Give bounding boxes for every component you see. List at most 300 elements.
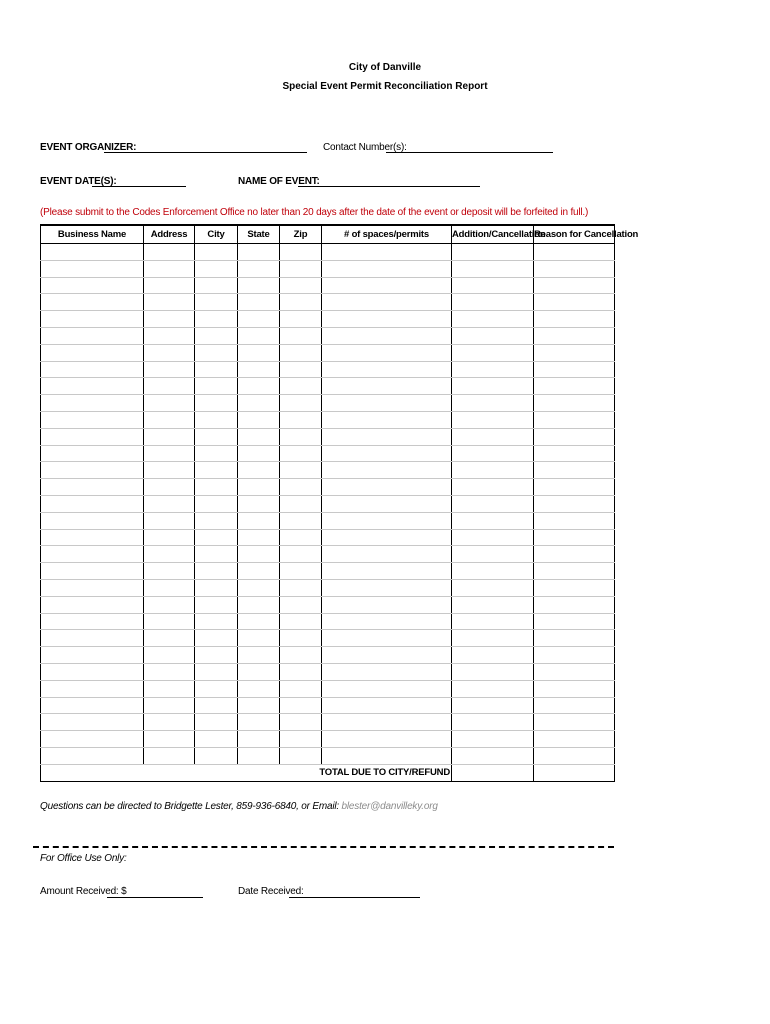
table-cell[interactable] [238,596,280,613]
table-row [41,613,615,630]
table-cell[interactable] [534,613,615,630]
table-cell[interactable] [280,630,322,647]
table-cell[interactable] [144,697,195,714]
table-cell[interactable] [144,260,195,277]
table-cell[interactable] [534,378,615,395]
table-cell[interactable] [238,445,280,462]
table-cell[interactable] [41,546,144,563]
table-row [41,529,615,546]
table-cell[interactable] [534,428,615,445]
table-cell[interactable] [144,512,195,529]
cut-line-divider [33,846,614,848]
table-cell[interactable] [452,378,534,395]
table-cell[interactable] [452,495,534,512]
table-cell[interactable] [280,663,322,680]
table-cell[interactable] [280,563,322,580]
table-cell[interactable] [322,529,452,546]
table-cell[interactable] [144,395,195,412]
amount-received-label: Amount Received: $ [40,886,127,897]
table-cell[interactable] [280,546,322,563]
table-cell[interactable] [238,697,280,714]
table-cell[interactable] [195,697,238,714]
table-cell[interactable] [534,563,615,580]
table-cell[interactable] [41,680,144,697]
table-cell[interactable] [144,546,195,563]
amount-received-field[interactable] [107,897,203,898]
contact-email-link[interactable]: blester@danvilleky.org [341,801,438,812]
table-cell[interactable] [195,596,238,613]
table-cell[interactable] [452,244,534,261]
table-cell[interactable] [534,663,615,680]
column-header-business-name: Business Name [41,225,144,244]
table-cell[interactable] [195,563,238,580]
table-cell[interactable] [195,546,238,563]
table-cell[interactable] [195,479,238,496]
column-header-spaces-permits: # of spaces/permits [322,225,452,244]
table-cell[interactable] [195,445,238,462]
table-cell[interactable] [452,630,534,647]
table-cell[interactable] [144,613,195,630]
table-cell[interactable] [452,579,534,596]
table-cell[interactable] [452,613,534,630]
table-cell[interactable] [534,512,615,529]
table-cell[interactable] [195,647,238,664]
questions-text: Questions can be directed to Bridgette Lester, 859-936-6840, or Email: [40,801,342,812]
table-cell[interactable] [280,294,322,311]
table-cell[interactable] [280,327,322,344]
table-cell[interactable] [238,529,280,546]
table-cell[interactable] [452,596,534,613]
table-cell[interactable] [144,731,195,748]
table-row [41,546,615,563]
table-cell[interactable] [238,647,280,664]
table-cell[interactable] [322,244,452,261]
table-cell[interactable] [322,462,452,479]
table-cell[interactable] [238,361,280,378]
table-cell[interactable] [452,479,534,496]
table-cell[interactable] [41,479,144,496]
table-cell[interactable] [534,596,615,613]
table-row [41,495,615,512]
table-cell[interactable] [144,277,195,294]
table-cell[interactable] [280,462,322,479]
table-cell[interactable] [144,563,195,580]
table-row [41,680,615,697]
table-cell[interactable] [41,630,144,647]
office-use-label: For Office Use Only: [40,853,127,864]
table-cell[interactable] [144,378,195,395]
table-cell[interactable] [144,311,195,328]
event-dates-field[interactable] [92,186,186,187]
table-cell[interactable] [280,680,322,697]
reconciliation-table [40,224,639,782]
event-dates-label: EVENT DATE(S): [40,176,117,187]
table-cell[interactable] [322,311,452,328]
table-cell[interactable] [280,411,322,428]
table-cell[interactable] [534,697,615,714]
table-cell[interactable] [238,294,280,311]
table-cell[interactable] [238,663,280,680]
table-cell[interactable] [452,361,534,378]
table-cell[interactable] [195,327,238,344]
table-cell[interactable] [195,613,238,630]
table-cell[interactable] [195,579,238,596]
table-cell[interactable] [144,680,195,697]
table-cell[interactable] [41,495,144,512]
table-cell[interactable] [238,680,280,697]
table-cell[interactable] [41,613,144,630]
table-cell[interactable] [534,630,615,647]
table-row [41,512,615,529]
table-cell[interactable] [144,294,195,311]
table-cell[interactable] [534,529,615,546]
table-cell[interactable] [144,327,195,344]
table-cell[interactable] [280,277,322,294]
table-cell[interactable] [534,294,615,311]
table-cell[interactable] [280,361,322,378]
table-cell[interactable] [238,244,280,261]
table-cell[interactable] [322,428,452,445]
table-cell[interactable] [322,714,452,731]
table-cell[interactable] [280,311,322,328]
table-cell[interactable] [534,714,615,731]
table-cell[interactable] [144,244,195,261]
table-cell[interactable] [238,462,280,479]
table-cell[interactable] [238,731,280,748]
table-cell[interactable] [195,512,238,529]
table-cell[interactable] [41,244,144,261]
table-cell[interactable] [322,495,452,512]
table-cell[interactable] [280,747,322,764]
table-cell[interactable] [322,680,452,697]
table-row [41,697,615,714]
table-cell[interactable] [534,680,615,697]
table-row [41,244,615,261]
table-cell[interactable] [238,613,280,630]
table-row [41,630,615,647]
table-cell[interactable] [41,260,144,277]
table-cell[interactable] [534,546,615,563]
table-cell[interactable] [280,596,322,613]
table-cell[interactable] [238,327,280,344]
table-cell[interactable] [195,244,238,261]
table-cell[interactable] [41,512,144,529]
table-cell[interactable] [534,327,615,344]
table-cell[interactable] [238,428,280,445]
total-cell[interactable] [452,764,534,781]
table-row [41,311,615,328]
table-cell[interactable] [195,462,238,479]
table-cell[interactable] [280,613,322,630]
table-cell[interactable] [452,428,534,445]
table-cell[interactable] [322,445,452,462]
table-row [41,563,615,580]
table-row [41,714,615,731]
table-cell[interactable] [322,596,452,613]
table-cell[interactable] [322,361,452,378]
table-row [41,361,615,378]
table-row [41,411,615,428]
table-cell[interactable] [41,428,144,445]
table-cell[interactable] [238,311,280,328]
table-cell[interactable] [452,512,534,529]
table-cell[interactable] [41,277,144,294]
table-cell[interactable] [280,579,322,596]
table-cell[interactable] [144,747,195,764]
table-cell[interactable] [322,613,452,630]
table-cell[interactable] [144,663,195,680]
table-cell[interactable] [534,344,615,361]
table-cell[interactable] [144,428,195,445]
table-cell[interactable] [144,462,195,479]
table-cell[interactable] [238,563,280,580]
table-cell[interactable] [41,697,144,714]
table-cell[interactable] [41,579,144,596]
table-cell[interactable] [534,731,615,748]
table-cell[interactable] [322,378,452,395]
table-cell[interactable] [280,395,322,412]
table-cell[interactable] [144,579,195,596]
table-cell[interactable] [144,596,195,613]
table-cell[interactable] [195,630,238,647]
column-header-addition-cancellation: Addition/Cancellation [452,225,534,244]
table-cell[interactable] [322,512,452,529]
table-cell[interactable] [534,395,615,412]
table-row [41,428,615,445]
table-cell[interactable] [280,479,322,496]
table-cell[interactable] [144,495,195,512]
table-cell[interactable] [452,277,534,294]
table-cell[interactable] [144,361,195,378]
event-organizer-label: EVENT ORGANIZER: [40,142,137,153]
column-header-zip: Zip [280,225,322,244]
event-name-label: NAME OF EVENT: [238,176,320,187]
table-cell[interactable] [195,395,238,412]
report-title: Special Event Permit Reconciliation Report [282,81,488,92]
table-cell[interactable] [41,596,144,613]
table-cell[interactable] [280,244,322,261]
table-row [41,327,615,344]
table-cell[interactable] [144,344,195,361]
table-cell[interactable] [452,411,534,428]
table-cell[interactable] [452,647,534,664]
table-cell[interactable] [322,344,452,361]
table-cell[interactable] [322,579,452,596]
table-cell[interactable] [452,663,534,680]
table-cell[interactable] [195,311,238,328]
table-cell[interactable] [195,260,238,277]
table-cell[interactable] [452,680,534,697]
table-cell[interactable] [41,344,144,361]
table-cell[interactable] [452,747,534,764]
table-cell[interactable] [452,311,534,328]
table-cell[interactable] [238,378,280,395]
table-cell[interactable] [452,445,534,462]
column-header-city: City [195,225,238,244]
table-cell[interactable] [280,445,322,462]
table-cell[interactable] [322,546,452,563]
table-cell[interactable] [41,311,144,328]
table-cell[interactable] [452,344,534,361]
table-row [41,462,615,479]
table-cell[interactable] [238,630,280,647]
table-cell[interactable] [238,344,280,361]
table-cell[interactable] [452,294,534,311]
table-cell[interactable] [452,327,534,344]
table-cell[interactable] [452,697,534,714]
column-header-address: Address [144,225,195,244]
event-name-field[interactable] [298,186,480,187]
table-cell[interactable] [144,714,195,731]
table-header-row [41,225,615,244]
table-row [41,747,615,764]
table-cell[interactable] [452,546,534,563]
table-cell[interactable] [534,479,615,496]
table-cell[interactable] [41,361,144,378]
table-cell[interactable] [41,529,144,546]
table-cell[interactable] [144,445,195,462]
table-cell[interactable] [195,428,238,445]
table-cell[interactable] [322,731,452,748]
table-cell[interactable] [280,344,322,361]
table-cell[interactable] [238,260,280,277]
table-cell[interactable] [534,747,615,764]
table-cell[interactable] [144,479,195,496]
event-organizer-field[interactable] [104,152,307,153]
table-cell[interactable] [195,747,238,764]
table-row [41,395,615,412]
table-cell[interactable] [534,260,615,277]
table-cell[interactable] [322,663,452,680]
table-cell[interactable] [195,529,238,546]
table-cell[interactable] [534,361,615,378]
table-cell[interactable] [280,529,322,546]
table-cell[interactable] [144,647,195,664]
table-cell[interactable] [322,395,452,412]
table-cell[interactable] [452,714,534,731]
table-cell[interactable] [144,630,195,647]
table-cell[interactable] [195,411,238,428]
column-header-state: State [238,225,280,244]
table-row [41,260,615,277]
table-cell[interactable] [452,529,534,546]
table-cell[interactable] [322,327,452,344]
table-cell[interactable] [534,311,615,328]
table-cell[interactable] [238,411,280,428]
questions-line [40,801,438,812]
table-cell[interactable] [322,630,452,647]
table-cell[interactable] [322,563,452,580]
table-cell[interactable] [534,411,615,428]
table-cell[interactable] [41,731,144,748]
table-cell[interactable] [322,479,452,496]
table-cell[interactable] [322,260,452,277]
table-cell[interactable] [534,244,615,261]
table-cell[interactable] [238,512,280,529]
table-cell[interactable] [41,563,144,580]
table-cell[interactable] [280,731,322,748]
total-cell[interactable] [534,764,615,781]
table-cell[interactable] [238,277,280,294]
table-cell[interactable] [238,546,280,563]
table-cell[interactable] [534,462,615,479]
table-cell[interactable] [280,714,322,731]
table-cell[interactable] [41,395,144,412]
table-cell[interactable] [322,411,452,428]
table-cell[interactable] [322,277,452,294]
table-cell[interactable] [41,714,144,731]
table-cell[interactable] [534,579,615,596]
table-cell[interactable] [280,512,322,529]
table-cell[interactable] [238,479,280,496]
table-cell[interactable] [452,395,534,412]
table-cell[interactable] [534,647,615,664]
table-cell[interactable] [238,714,280,731]
table-cell[interactable] [41,378,144,395]
table-cell[interactable] [195,495,238,512]
table-cell[interactable] [195,680,238,697]
table-cell[interactable] [280,647,322,664]
table-cell[interactable] [195,277,238,294]
table-cell[interactable] [41,327,144,344]
table-cell[interactable] [41,663,144,680]
table-cell[interactable] [534,277,615,294]
table-cell[interactable] [280,260,322,277]
table-row [41,445,615,462]
table-cell[interactable] [41,647,144,664]
table-cell[interactable] [322,747,452,764]
table-cell[interactable] [238,495,280,512]
table-cell[interactable] [322,647,452,664]
table-row [41,731,615,748]
table-cell[interactable] [280,378,322,395]
table-cell[interactable] [280,495,322,512]
city-title: City of Danville [348,62,422,73]
table-cell[interactable] [238,747,280,764]
table-cell[interactable] [322,294,452,311]
table-cell[interactable] [534,445,615,462]
table-cell[interactable] [41,747,144,764]
table-cell[interactable] [41,445,144,462]
table-cell[interactable] [280,697,322,714]
table-cell[interactable] [238,395,280,412]
table-cell[interactable] [195,294,238,311]
table-cell[interactable] [195,361,238,378]
date-received-field[interactable] [289,897,420,898]
table-cell[interactable] [195,731,238,748]
table-cell[interactable] [41,294,144,311]
table-cell[interactable] [41,411,144,428]
table-row [41,479,615,496]
table-cell[interactable] [195,344,238,361]
table-cell[interactable] [280,428,322,445]
table-cell[interactable] [452,462,534,479]
table-cell[interactable] [144,529,195,546]
table-cell[interactable] [144,411,195,428]
table-cell[interactable] [195,714,238,731]
table-cell[interactable] [452,731,534,748]
table-cell[interactable] [452,260,534,277]
table-cell[interactable] [195,663,238,680]
table-cell[interactable] [238,579,280,596]
table-cell[interactable] [41,462,144,479]
table-cell[interactable] [195,378,238,395]
contact-number-field[interactable] [386,152,553,153]
table-row [41,294,615,311]
table-cell[interactable] [322,697,452,714]
table-cell[interactable] [534,495,615,512]
table-cell[interactable] [452,563,534,580]
